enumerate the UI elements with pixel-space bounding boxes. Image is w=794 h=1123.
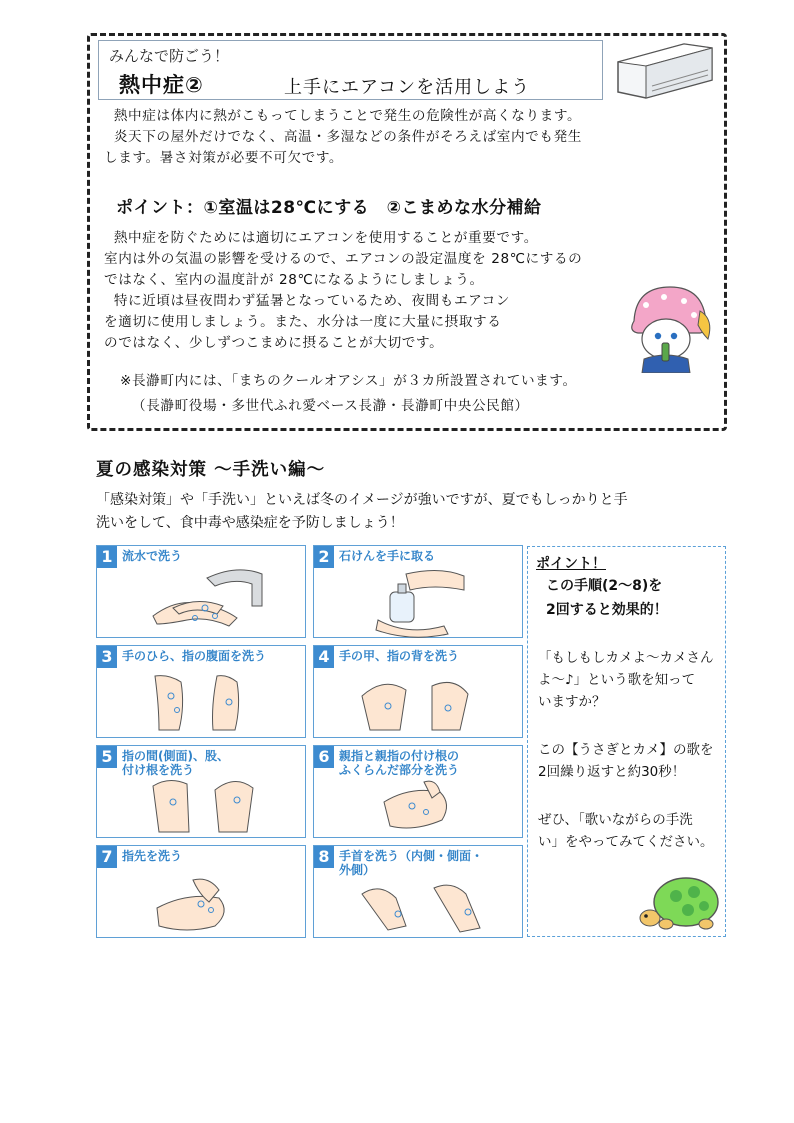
step-2-card [313,545,523,638]
handwash-tip-box [527,546,726,937]
step-number: 1 [97,546,117,568]
air-conditioner-illustration [612,40,717,102]
tip-line-1: この手順(2〜8)を [546,578,663,594]
step-label: 手のひら、指の腹面を洗う [122,649,267,663]
step-6-card [313,745,523,838]
tip-line-2: 2回すると効果的！ [546,602,668,618]
cool-oasis-places: （長瀞町役場・多世代ふれ愛ベース長瀞・長瀞町中央公民館） [132,398,529,414]
title-frame [98,40,603,100]
step-number: 4 [314,646,334,668]
tip-song-duration: この【うさぎとカメ】の歌を 2回繰り返すと約30秒！ [538,742,714,780]
step-number: 7 [97,846,117,868]
step-label: 石けんを手に取る [339,549,436,563]
tip-heading: ポイント！ [536,556,606,572]
step-number: 8 [314,846,334,868]
kicker: みんなで防ごう！ [109,47,230,65]
heatstroke-intro: 熱中症は体内に熱がこもってしまうことで発生の危険性が高くなります。 炎天下の屋外だけでなく、高温・多湿などの条件がそろえば室内でも発生 します。暑さ対策が必要不可欠です。 [104,108,582,166]
handwash-title: 夏の感染対策 〜手洗い編〜 [96,460,326,480]
heatstroke-subtitle: 上手にエアコンを活用しよう [284,77,531,98]
heatstroke-title: 熱中症② [119,73,204,97]
tip-song-question: 「もしもしカメよ〜カメさん よ〜♪」という歌を知って いますか？ [538,650,714,710]
turtle-illustration [632,872,726,936]
step-1-card [96,545,306,638]
step-label: 手の甲、指の背を洗う [339,649,460,663]
step-number: 3 [97,646,117,668]
step-5-card [96,745,306,838]
step-label: 親指と親指の付け根の ふくらんだ部分を洗う [339,749,460,777]
step-number: 2 [314,546,334,568]
handwash-intro: 「感染対策」や「手洗い」といえば冬のイメージが強いですが、夏でもしっかりと手 洗いをして、食中毒や感染症を予防しましょう！ [96,492,628,531]
heatstroke-box [87,33,727,431]
step-4-card [313,645,523,738]
step-label: 指先を洗う [122,849,183,863]
step-number: 6 [314,746,334,768]
cool-oasis-note: ※長瀞町内には、「まちのクールオアシス」が３カ所設置されています。 [120,373,577,389]
cat-mascot-drinking-illustration [624,281,714,373]
step-number: 5 [97,746,117,768]
step-7-card [96,845,306,938]
step-label: 指の間(側面)、股、 付け根を洗う [122,749,229,777]
tip-song-suggestion: ぜひ、「歌いながらの手洗 い」をやってみてください。 [538,812,714,850]
step-8-card [313,845,523,938]
heatstroke-body: 熱中症を防ぐためには適切にエアコンを使用することが重要です。 室内は外の気温の影響を受けるので、エアコンの設定温度を 28℃にするの ではなく、室内の温度計が 28℃になるようにしましょう。 特に近頃は昼夜問わず猛暑となっているため、夜間もエアコン を適切に使用しましょう。また、水分は一度に大量に摂取する のではなく、少しずつこまめに摂ることが大切です。 [104,230,583,351]
step-label: 流水で洗う [122,549,183,563]
step-3-card [96,645,306,738]
heatstroke-point: ポイント：①室温は28℃にする ②こまめな水分補給 [116,198,542,218]
step-label: 手首を洗う（内側・側面・ 外側） [339,849,484,877]
